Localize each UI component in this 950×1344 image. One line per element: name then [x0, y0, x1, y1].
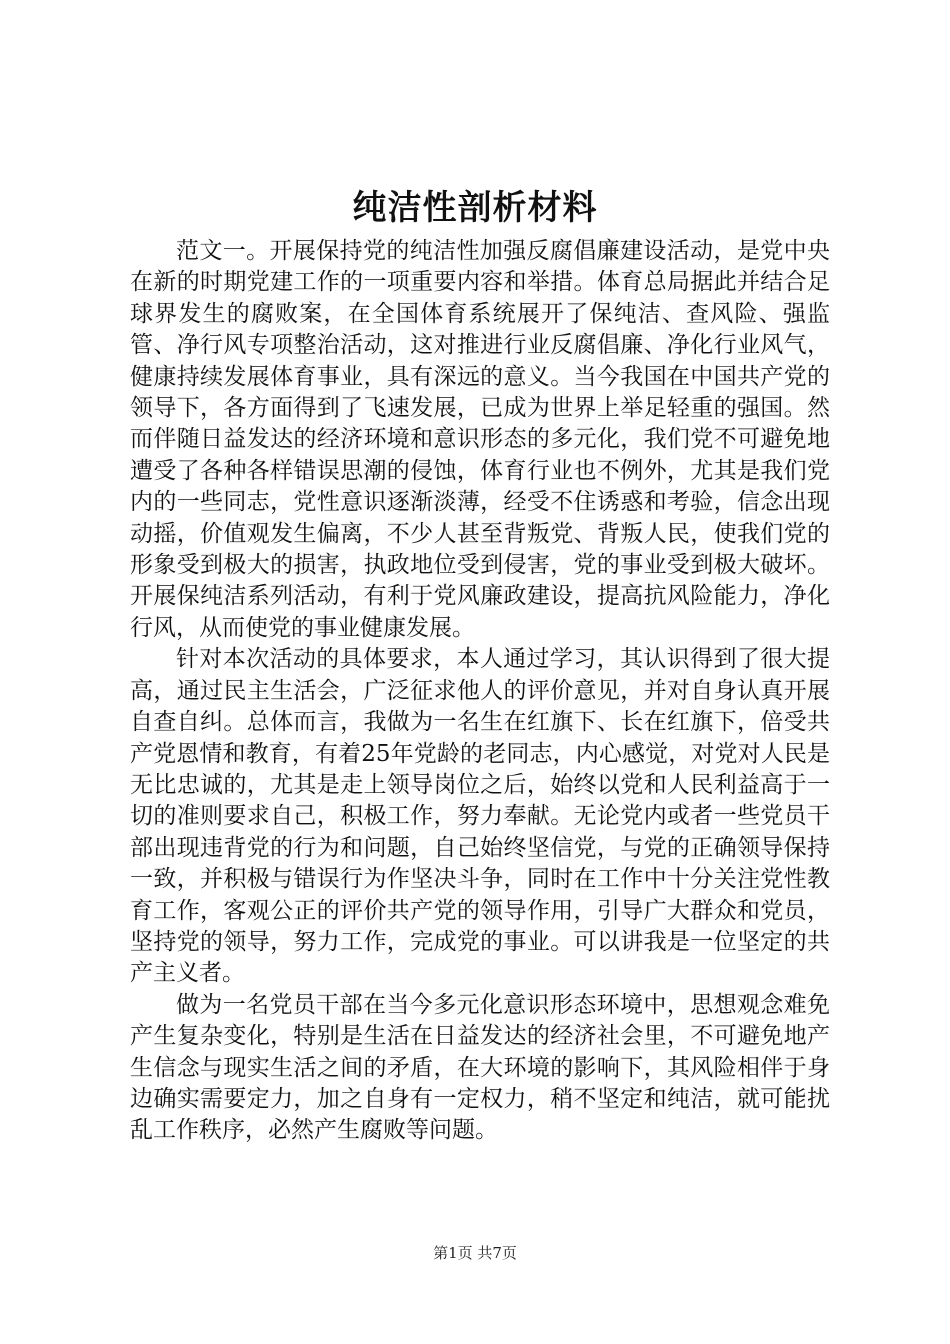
document-body [130, 236, 830, 1147]
document-title: 纯洁性剖析材料 [352, 188, 598, 228]
body-paragraph-2: 针对本次活动的具体要求，本人通过学习，其认识得到了很大提高，通过民主生活会，广泛征求他人的评价意见，并对自身认真开展自查自纠。总体而言，我做为一名生在红旗下、长在红旗下，倍受共产党恩情和教育，有着25年党龄的老同志，内心感觉，对党对人民是无比忠诚的，尤其是走上领导岗位之后，始终以党和人民利益高于一切的准则要求自己，积极工作，努力奉献。无论党内或者一些党员干部出现违背党的行为和问题，自己始终坚信党，与党的正确领导保持一致，并积极与错误行为作坚决斗争，同时在工作中十分关注党性教育工作，客观公正的评价共产党的领导作用，引导广大群众和党员，坚持党的领导，努力工作，完成党的事业。可以讲我是一位坚定的共产主义者。 [130, 646, 830, 987]
page-number-footer: 第1页 共7页 [433, 1244, 517, 1262]
body-paragraph-1: 范文一。开展保持党的纯洁性加强反腐倡廉建设活动，是党中央在新的时期党建工作的一项重要内容和举措。体育总局据此并结合足球界发生的腐败案，在全国体育系统展开了保纯洁、查风险、强监管、净行风专项整治活动，这对推进行业反腐倡廉、净化行业风气，健康持续发展体育事业，具有深远的意义。当今我国在中国共产党的领导下，各方面得到了飞速发展，已成为世界上举足轻重的强国。然而伴随日益发达的经济环境和意识形态的多元化，我们党不可避免地遭受了各种各样错误思潮的侵蚀，体育行业也不例外，尤其是我们党内的一些同志，党性意识逐渐淡薄，经受不住诱惑和考验，信念出现动摇，价值观发生偏离，不少人甚至背叛党、背叛人民，使我们党的形象受到极大的损害，执政地位受到侵害，党的事业受到极大破坏。开展保纯洁系列活动，有利于党风廉政建设，提高抗风险能力，净化行风，从而使党的事业健康发展。 [130, 238, 830, 641]
body-paragraph-3: 做为一名党员干部在当今多元化意识形态环境中，思想观念难免产生复杂变化，特别是生活在日益发达的经济社会里，不可避免地产生信念与现实生活之间的矛盾，在大环境的影响下，其风险相伴于身边确实需要定力，加之自身有一定权力，稍不坚定和纯洁，就可能扰乱工作秩序，必然产生腐败等问题。 [130, 991, 830, 1144]
